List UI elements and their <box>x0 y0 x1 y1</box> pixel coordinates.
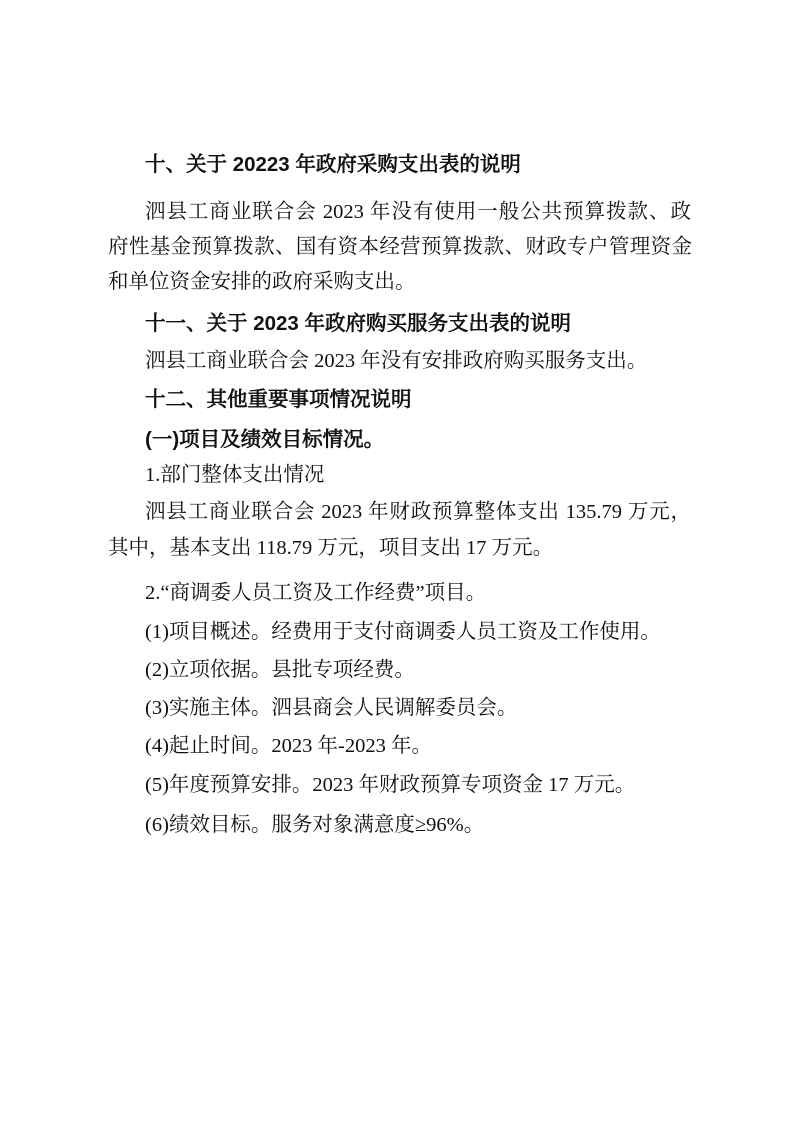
section-12-heading: 十二、其他重要事项情况说明 <box>145 388 412 411</box>
section-11-paragraph: 泗县工商业联合会 2023 年没有安排政府购买服务支出。 <box>145 350 648 372</box>
item-2-performance-goal: (6)绩效目标。服务对象满意度≥96%。 <box>145 814 485 836</box>
item-2-period: (4)起止时间。2023 年-2023 年。 <box>145 735 432 757</box>
item-2-title: 2.“商调委人员工资及工作经费”项目。 <box>145 582 487 604</box>
item-1-paragraph-line-2: 其中，基本支出 118.79 万元，项目支出 17 万元。 <box>108 537 554 559</box>
item-1-title: 1.部门整体支出情况 <box>145 464 325 486</box>
item-2-budget: (5)年度预算安排。2023 年财政预算专项资金 17 万元。 <box>145 774 636 796</box>
section-10-heading: 十、关于 20223 年政府采购支出表的说明 <box>145 153 521 176</box>
subsection-1-heading: (一)项目及绩效目标情况。 <box>145 428 385 451</box>
section-10-paragraph-line-3: 和单位资金安排的政府采购支出。 <box>108 271 416 293</box>
section-11-heading: 十一、关于 2023 年政府购买服务支出表的说明 <box>145 312 571 335</box>
section-10-paragraph-line-2: 府性基金预算拨款、国有资本经营预算拨款、财政专户管理资金 <box>108 236 692 258</box>
item-2-basis: (2)立项依据。县批专项经费。 <box>145 659 415 681</box>
item-1-paragraph-line-1: 泗县工商业联合会 2023 年财政预算整体支出 135.79 万元， <box>145 501 691 523</box>
item-2-overview: (1)项目概述。经费用于支付商调委人员工资及工作使用。 <box>145 621 661 643</box>
section-10-paragraph-line-1: 泗县工商业联合会 2023 年没有使用一般公共预算拨款、政 <box>145 201 691 223</box>
item-2-implementer: (3)实施主体。泗县商会人民调解委员会。 <box>145 697 518 719</box>
